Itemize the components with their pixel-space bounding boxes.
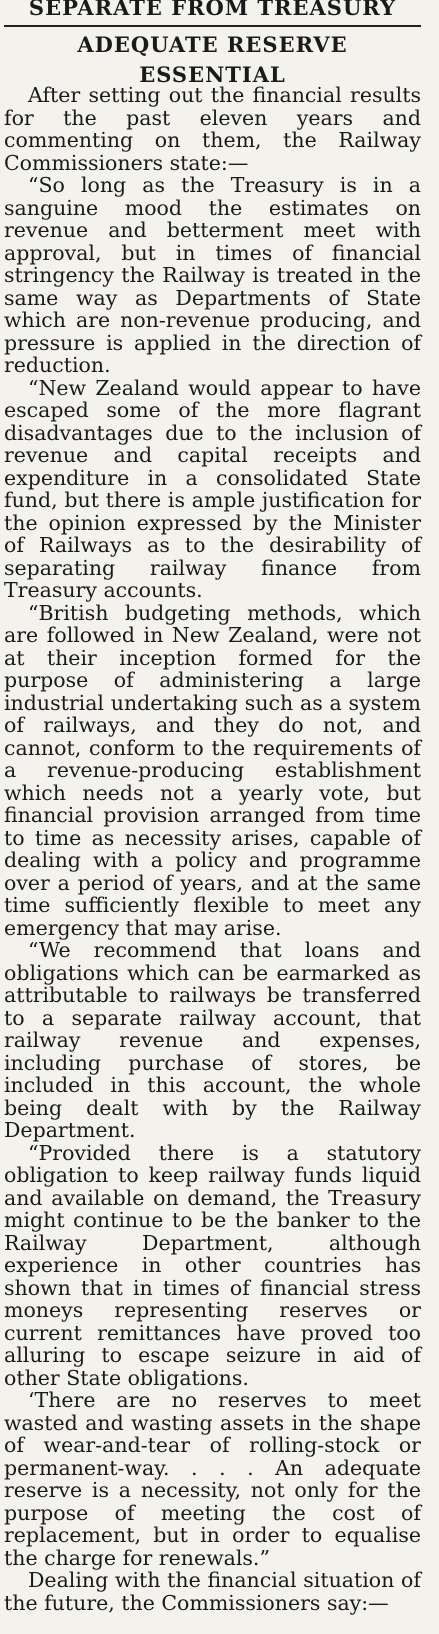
paragraph: “Provided there is a statutory obligation to keep railway funds liquid and available on demand, the Treasury might continue to be the banker to the Railway Department, although experience in other countries has shown that in times of financial stress moneys representing reserves or current remittances have proved too alluring to escape seizure in aid of other State obligations. [4, 1140, 421, 1390]
paragraph: ‘There are no reserves to meet wasted and wasting assets in the shape of wear-and-tear of rolling-stock or permanent-way. . . . An adequate reserve is a necessity, not only for the purpose of meeting the cost of replacement, but in order to equalise the charge for renewals.” [4, 1388, 421, 1570]
paragraph: “We recommend that loans and obligations which can be earmarked as attributable to railways be transferred to a separate railway account, that railway revenue and expenses, including purchase of stores, be included in this account, the whole being dealt with by the Railway Department. [4, 938, 421, 1142]
article-subheadline: ADEQUATE RESERVE ESSENTIAL [77, 32, 348, 87]
paragraph: “So long as the Treasury is in a sanguine mood the estimates on revenue and betterment meet with approval, but in times of financial stringency the Railway is treated in the same way as Departments of State which are non-revenue producing, and pressure is applied in the direction of reduction. [4, 173, 421, 377]
paragraph: “British budgeting methods, which are followed in New Zealand, were not at their inception formed for the purpose of administering a large industrial undertaking such as a system of railways, and they do not, and cannot, conform to the requirements of a revenue-producing establishment which needs not a yearly vote, but financial provision arranged from time to time as necessity arises, capable of dealing with a policy and programme over a period of years, and at the same time sufficiently flexible to meet any emergency that may arise. [4, 600, 421, 940]
paragraph: “New Zealand would appear to have escaped some of the more flagrant disadvantages due to the inclusion of revenue and capital receipts and expenditure in a consolidated State fund, but there is ample justification for the opinion expressed by the Minister of Railways as to the desirability of separating railway finance from Treasury accounts. [4, 375, 421, 602]
article-body [4, 84, 421, 1614]
headline-divider [4, 25, 421, 27]
paragraph: Dealing with the financial situation of the future, the Commissioners say:— [4, 1568, 421, 1615]
article-headline: SEPARATE FROM TREASURY [28, 0, 397, 18]
paragraph: After setting out the financial results for the past eleven years and commenting on them, the Railway Commissioners state:— [4, 83, 421, 175]
